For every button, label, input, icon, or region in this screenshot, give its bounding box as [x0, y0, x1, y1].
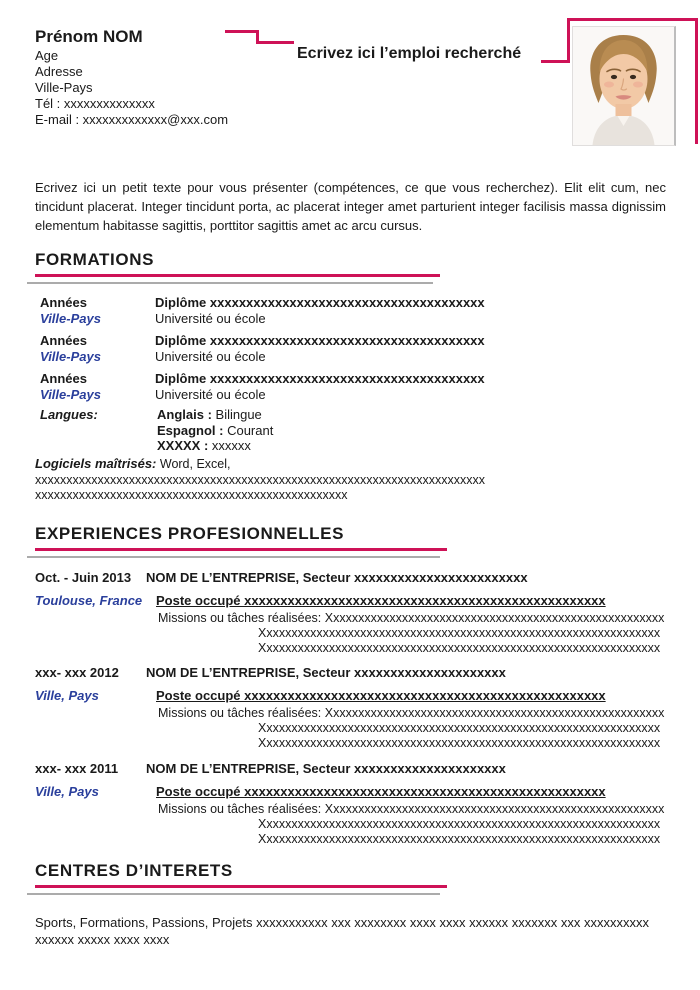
candidate-phone: Tél : xxxxxxxxxxxxxx: [35, 96, 155, 111]
software-block: [35, 456, 675, 504]
candidate-email: E-mail : xxxxxxxxxxxxx@xxx.com: [35, 112, 229, 127]
formation-entry: [35, 371, 675, 403]
experiences-underline-pink: [35, 548, 447, 551]
experience-missions-line: Xxxxxxxxxxxxxxxxxxxxxxxxxxxxxxxxxxxxxxxxxxxxxxxxxxxxxxxxxxxxxxxx: [258, 736, 661, 750]
experience-location: Ville, Pays: [35, 688, 99, 703]
experience-position: Poste occupé xxxxxxxxxxxxxxxxxxxxxxxxxxxxxxxxxxxxxxxxxxxxxxxxxx: [156, 784, 606, 799]
experience-missions-line: Xxxxxxxxxxxxxxxxxxxxxxxxxxxxxxxxxxxxxxxxxxxxxxxxxxxxxxxxxxxxxxxx: [258, 721, 661, 735]
experience-missions-line: Xxxxxxxxxxxxxxxxxxxxxxxxxxxxxxxxxxxxxxxxxxxxxxxxxxxxxxxxxxxxxxxx: [258, 626, 661, 640]
experience-missions-line: Xxxxxxxxxxxxxxxxxxxxxxxxxxxxxxxxxxxxxxxxxxxxxxxxxxxxxxxxxxxxxxxx: [258, 641, 661, 655]
formation-degree: Diplôme xxxxxxxxxxxxxxxxxxxxxxxxxxxxxxxxxxxxxx: [155, 295, 485, 310]
experience-company: NOM DE L’ENTREPRISE, Secteur xxxxxxxxxxxxxxxxxxxxx: [146, 761, 506, 776]
step-decoration-bottom: [256, 41, 294, 44]
software-label: Logiciels maîtrisés:: [35, 456, 157, 471]
formation-degree: Diplôme xxxxxxxxxxxxxxxxxxxxxxxxxxxxxxxxxxxxxx: [155, 333, 485, 348]
experience-location: Ville, Pays: [35, 784, 99, 799]
interests-text: Sports, Formations, Passions, Projets xxxxxxxxxxx xxx xxxxxxxx xxxx xxxx xxxxxx xxxxxxx xxx xxxxxxxxxx xxxxxx xxxxx xxxx xxxx: [35, 915, 649, 947]
missions-text: Xxxxxxxxxxxxxxxxxxxxxxxxxxxxxxxxxxxxxxxxxxxxxxxxxxxxxx: [324, 611, 665, 625]
experiences-title: EXPERIENCES PROFESIONNELLES: [35, 524, 345, 543]
formations-underline-gray: [27, 282, 433, 284]
language-item: [157, 423, 273, 439]
experience-period: xxx- xxx 2012: [35, 665, 119, 680]
formation-location: Ville-Pays: [40, 349, 101, 364]
missions-label: Missions ou tâches réalisées:: [158, 611, 322, 625]
experience-entry: [35, 569, 680, 656]
candidate-name: Prénom NOM: [35, 27, 143, 46]
experience-missions-line: [158, 802, 680, 817]
formation-school: Université ou école: [155, 349, 266, 364]
section-experiences-heading: [35, 524, 447, 558]
experience-company: NOM DE L’ENTREPRISE, Secteur xxxxxxxxxxxxxxxxxxxxx: [146, 665, 506, 680]
language-name: Anglais :: [157, 407, 212, 422]
formation-years: Années: [40, 371, 87, 386]
job-title: Ecrivez ici l’emploi recherché: [297, 45, 522, 62]
experience-period: xxx- xxx 2011: [35, 761, 119, 776]
experience-period: Oct. - Juin 2013: [35, 570, 132, 585]
formation-entry: [35, 295, 675, 327]
formation-years: Années: [40, 295, 87, 310]
photo-frame-right: [695, 18, 698, 144]
experience-missions-line: Xxxxxxxxxxxxxxxxxxxxxxxxxxxxxxxxxxxxxxxxxxxxxxxxxxxxxxxxxxxxxxxx: [258, 832, 661, 846]
formations-underline-pink: [35, 274, 440, 277]
formation-entry: [35, 333, 675, 365]
missions-label: Missions ou tâches réalisées:: [158, 802, 322, 816]
software-line1: [35, 456, 675, 488]
portrait-photo: [572, 26, 676, 146]
language-name: XXXXX :: [157, 438, 209, 453]
experience-entry: [35, 664, 680, 751]
interests-underline-pink: [35, 885, 447, 888]
section-formations-heading: [35, 250, 440, 284]
formation-degree: Diplôme xxxxxxxxxxxxxxxxxxxxxxxxxxxxxxxxxxxxxx: [155, 371, 485, 386]
formation-school: Université ou école: [155, 387, 266, 402]
software-line2: xxxxxxxxxxxxxxxxxxxxxxxxxxxxxxxxxxxxxxxxxxxxxxxxxx: [35, 488, 348, 502]
software-list: Word, Excel, xxxxxxxxxxxxxxxxxxxxxxxxxxxxxxxxxxxxxxxxxxxxxxxxxxxxxxxxxxxxxxxxxxxxxxxx: [35, 457, 485, 487]
experience-position: Poste occupé xxxxxxxxxxxxxxxxxxxxxxxxxxxxxxxxxxxxxxxxxxxxxxxxxx: [156, 593, 606, 608]
formation-location: Ville-Pays: [40, 311, 101, 326]
formation-years: Années: [40, 333, 87, 348]
formation-school: Université ou école: [155, 311, 266, 326]
language-item: [157, 438, 273, 454]
missions-text: Xxxxxxxxxxxxxxxxxxxxxxxxxxxxxxxxxxxxxxxxxxxxxxxxxxxxxx: [324, 802, 665, 816]
formation-location: Ville-Pays: [40, 387, 101, 402]
photo-frame-stub: [541, 60, 570, 63]
candidate-city: Ville-Pays: [35, 80, 93, 95]
experiences-underline-gray: [27, 556, 440, 558]
candidate-address: Adresse: [35, 64, 83, 79]
step-decoration-top: [225, 30, 259, 33]
languages-block: [35, 407, 675, 454]
portrait-illustration: [573, 27, 674, 145]
experience-company: NOM DE L’ENTREPRISE, Secteur xxxxxxxxxxxxxxxxxxxxxxxx: [146, 570, 528, 585]
language-item: [157, 407, 273, 423]
photo-frame-left: [567, 18, 570, 63]
language-level: xxxxxx: [211, 438, 251, 453]
missions-text: Xxxxxxxxxxxxxxxxxxxxxxxxxxxxxxxxxxxxxxxxxxxxxxxxxxxxxx: [324, 706, 665, 720]
intro-paragraph: Ecrivez ici un petit texte pour vous présenter (compétences, ce que vous recherchez). Elit elit cum, nec tincidunt placerat. Integer tincidunt porta, ac placerat integer amet parturient integer facilisis massa dignissim elementum habitasse sagittis, porttitor sagittis amet ac arcu cursus.: [35, 180, 666, 233]
photo-frame-top: [567, 18, 698, 21]
experience-entry: [35, 760, 680, 847]
experience-missions-line: [158, 611, 680, 626]
experience-position: Poste occupé xxxxxxxxxxxxxxxxxxxxxxxxxxxxxxxxxxxxxxxxxxxxxxxxxx: [156, 688, 606, 703]
experience-missions-line: Xxxxxxxxxxxxxxxxxxxxxxxxxxxxxxxxxxxxxxxxxxxxxxxxxxxxxxxxxxxxxxxx: [258, 817, 661, 831]
language-level: Courant: [227, 422, 274, 438]
section-interests-heading: [35, 861, 447, 895]
experience-location: Toulouse, France: [35, 593, 143, 608]
missions-label: Missions ou tâches réalisées:: [158, 706, 322, 720]
languages-label: Langues:: [40, 407, 98, 422]
language-name: Espagnol :: [157, 422, 224, 438]
formations-title: FORMATIONS: [35, 250, 155, 269]
interests-title: CENTRES D’INTERETS: [35, 861, 233, 880]
header-identity-block: [35, 26, 228, 128]
experience-missions-line: [158, 706, 680, 721]
candidate-age: Age: [35, 48, 59, 63]
language-level: Bilingue: [215, 407, 262, 422]
interests-underline-gray: [27, 893, 440, 895]
